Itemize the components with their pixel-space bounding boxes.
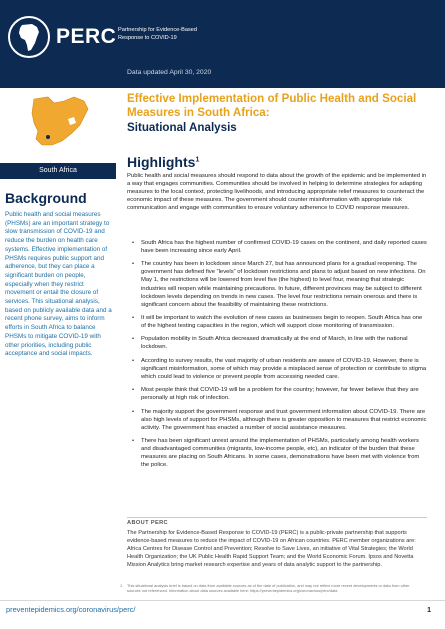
page-number: 1 bbox=[427, 605, 432, 614]
data-updated-text: Data updated April 30, 2020 bbox=[127, 69, 212, 76]
highlights-heading bbox=[127, 154, 199, 170]
report-title: Effective Implementation of Public Health and Social Measures in South Africa: bbox=[127, 92, 417, 119]
south-africa-map-icon bbox=[24, 91, 94, 153]
highlights-intro: Public health and social measures should respond to data about the growth of the epidemic and be implemented in a way that engages communities. Communities should be involved in helping to determine strategies for adapting measures to the local context, protecting livelihoods, and introducing appropriate relief measures to counteract the economic impact of these measures. The government should counter misinformation with appropriate risk communication and engage with communities to ensure voluntary adherence to COVID response measures. bbox=[127, 173, 427, 212]
divider bbox=[127, 517, 427, 518]
about-text: The Partnership for Evidence-Based Response to COVID-19 (PERC) is a public-private partnership that supports evidence-based measures to reduce the impact of COVID-19 on African countries. PERC member organizations are: Africa Centres for Disease Control and Prevention; Resolve to Save Lives, an initiative of Vital Strategies; the World Health Organization; the UK Public Health Rapid Support Team; and the World Economic Forum. Ipsos and Novetta Mission Analytics bring market research expertise and years of data analytic support to the partnership. bbox=[127, 530, 416, 568]
list-item: • Population mobility in South Africa decreased dramatically at the end of March, in line with the national lockdown. bbox=[132, 335, 428, 351]
list-item: • According to survey results, the vast majority of urban residents are aware of COVID-19. However, there is significant misinformation, some of which may provide a misplaced sense of protection or contribute to stigma which could lead to violence or prevent people from accessing needed care. bbox=[132, 357, 428, 381]
partner-line-1: Partnership for Evidence-Based bbox=[118, 27, 197, 33]
perc-logo[interactable] bbox=[8, 16, 116, 58]
footer-divider bbox=[0, 600, 445, 601]
header-band bbox=[0, 0, 445, 88]
country-map bbox=[0, 88, 116, 168]
list-item: • There has been significant unrest around the implementation of PHSMs, particularly among health workers and disadvantaged communities (migrants, low-income people, etc), an indicator of the burden that these measures are placing on South Africans. In some cases, demonstrations have been met with violence from the police. bbox=[132, 437, 428, 469]
report-subtitle: Situational Analysis bbox=[127, 121, 237, 134]
footnote-text: This situational analysis brief is based on data from available sources as of the date of publication, and may not reflect more recent developments or data from other sources not referenced. Information about data sources available here: https://preventepidemics.org/coronavirus/perc/data bbox=[127, 583, 410, 594]
partner-tagline bbox=[118, 27, 238, 42]
logo-text: PERC bbox=[56, 25, 117, 48]
partner-line-2: Response to COVID-19 bbox=[118, 34, 177, 41]
footnote-marker[interactable]: 1 bbox=[195, 156, 200, 164]
about-heading: ABOUT PERC bbox=[127, 520, 168, 526]
highlights-list bbox=[132, 239, 428, 475]
list-item: • South Africa has the highest number of confirmed COVID-19 cases on the continent, and daily reported cases have been increasing since early April. bbox=[132, 239, 428, 255]
country-label: South Africa bbox=[0, 163, 116, 179]
list-item: • The country has been in lockdown since March 27, but has announced plans for a gradual reopening. The government has defined five “levels” of lockdown restrictions and plans to adjust based on new infections. On May 1, the restrictions will be lowered from level five (the highest) to level four, meaning that strategic industries will reopen while maintaining precautions. In future, different provinces may be subject to different lockdown levels depending on trends in new cases. The level four restrictions remain onerous and there is significant concern about the feasibility of maintaining these restrictions. bbox=[132, 260, 428, 308]
footer-link[interactable]: preventepidemics.org/coronavirus/perc/ bbox=[6, 605, 136, 614]
background-heading: Background bbox=[5, 190, 87, 206]
list-item: • Most people think that COVID-19 will be a problem for the country; however, far fewer believe that they are personally at high risk of infection. bbox=[132, 386, 428, 402]
africa-globe-icon bbox=[8, 16, 50, 58]
footnote-number: 1 bbox=[120, 583, 123, 588]
background-text: Public health and social measures (PHSMs) are an important strategy to slow transmission of COVID-19 and reduce the burden on health care systems. Effective implementation of PHSMs requires public support and adherence, but they can place a significant burden on people, especially when they restrict movement or entail the closure of services. This situational analysis, based on publicly available data and a recent phone survey, aims to inform efforts in South Africa to balance PHSMs to mitigate COVID-19 with other priorities, including public acceptance and social impacts. bbox=[5, 211, 112, 358]
highlights-heading-text: Highlights bbox=[127, 154, 196, 170]
list-item: • The majority support the government response and trust government information about COVID-19. There are also high levels of support for PHSMs, although there is greater opposition to measures that restrict economic activity. The government has enacted a number of social assistance measures. bbox=[132, 408, 428, 432]
list-item: • It will be important to watch the evolution of new cases as businesses begin to reopen. South Africa has one of the highest testing capacities in the region, which will support close monitoring of transmission. bbox=[132, 314, 428, 330]
